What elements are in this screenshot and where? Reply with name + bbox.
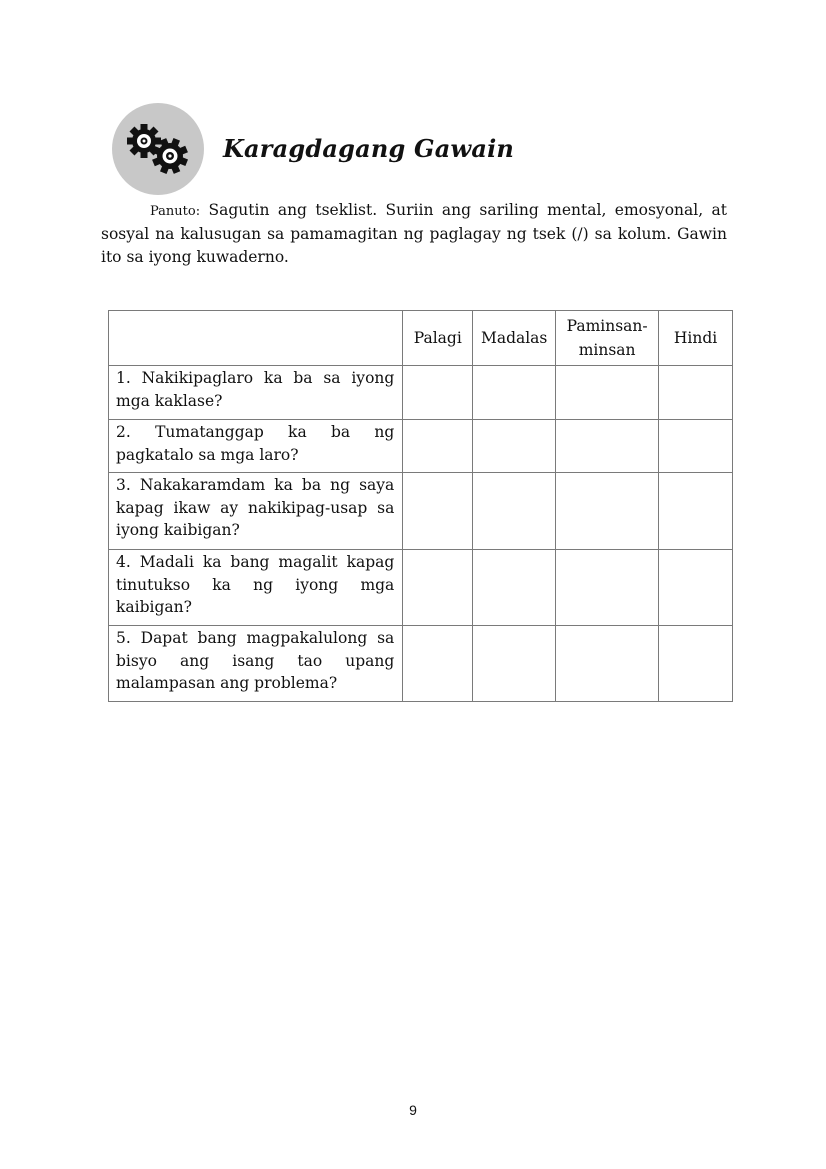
answer-cell-paminsan-minsan[interactable]	[556, 550, 659, 626]
answer-cell-hindi[interactable]	[659, 550, 733, 626]
table-row	[109, 473, 733, 550]
question-cell: 2. Tumatanggap ka ba ng pagkatalo sa mga laro?	[109, 420, 403, 473]
section-title: Karagdagang Gawain	[223, 134, 515, 163]
answer-cell-palagi[interactable]	[403, 626, 473, 702]
answer-cell-madalas[interactable]	[473, 473, 556, 550]
header-paminsan-minsan-label: Paminsan-minsan	[566, 317, 648, 359]
table-row	[109, 366, 733, 420]
answer-cell-paminsan-minsan[interactable]	[556, 473, 659, 550]
answer-cell-palagi[interactable]	[403, 420, 473, 473]
answer-cell-madalas[interactable]	[473, 626, 556, 702]
answer-cell-paminsan-minsan[interactable]	[556, 626, 659, 702]
instructions	[101, 199, 727, 269]
instructions-text: Sagutin ang tseklist. Suriin ang sariling mental, emosyonal, at sosyal na kalusugan sa pamamagitan ng paglagay ng tsek (/) sa kolum. Gawin ito sa iyong kuwaderno.	[101, 201, 727, 266]
instructions-lead: Panuto:	[150, 204, 201, 219]
page-number: 9	[409, 1102, 417, 1118]
header-blank	[109, 311, 403, 366]
checklist-table	[108, 310, 733, 702]
table-header-row	[109, 311, 733, 366]
header-hindi: Hindi	[659, 311, 733, 366]
header-palagi: Palagi	[403, 311, 473, 366]
answer-cell-paminsan-minsan[interactable]	[556, 420, 659, 473]
answer-cell-palagi[interactable]	[403, 550, 473, 626]
table-row	[109, 420, 733, 473]
question-cell: 4. Madali ka bang magalit kapag tinutukso ka ng iyong mga kaibigan?	[109, 550, 403, 626]
answer-cell-madalas[interactable]	[473, 420, 556, 473]
question-cell: 5. Dapat bang magpakalulong sa bisyo ang isang tao upang malampasan ang problema?	[109, 626, 403, 702]
answer-cell-paminsan-minsan[interactable]	[556, 366, 659, 420]
answer-cell-hindi[interactable]	[659, 420, 733, 473]
answer-cell-madalas[interactable]	[473, 366, 556, 420]
answer-cell-hindi[interactable]	[659, 626, 733, 702]
answer-cell-hindi[interactable]	[659, 366, 733, 420]
section-icon-badge	[112, 103, 204, 195]
gears-icon	[112, 103, 204, 195]
answer-cell-hindi[interactable]	[659, 473, 733, 550]
header-paminsan-minsan	[556, 311, 659, 366]
table-row	[109, 550, 733, 626]
question-cell: 1. Nakikipaglaro ka ba sa iyong mga kaklase?	[109, 366, 403, 420]
question-cell: 3. Nakakaramdam ka ba ng saya kapag ikaw ay nakikipag-usap sa iyong kaibigan?	[109, 473, 403, 550]
answer-cell-madalas[interactable]	[473, 550, 556, 626]
header-madalas: Madalas	[473, 311, 556, 366]
table-row	[109, 626, 733, 702]
answer-cell-palagi[interactable]	[403, 366, 473, 420]
answer-cell-palagi[interactable]	[403, 473, 473, 550]
